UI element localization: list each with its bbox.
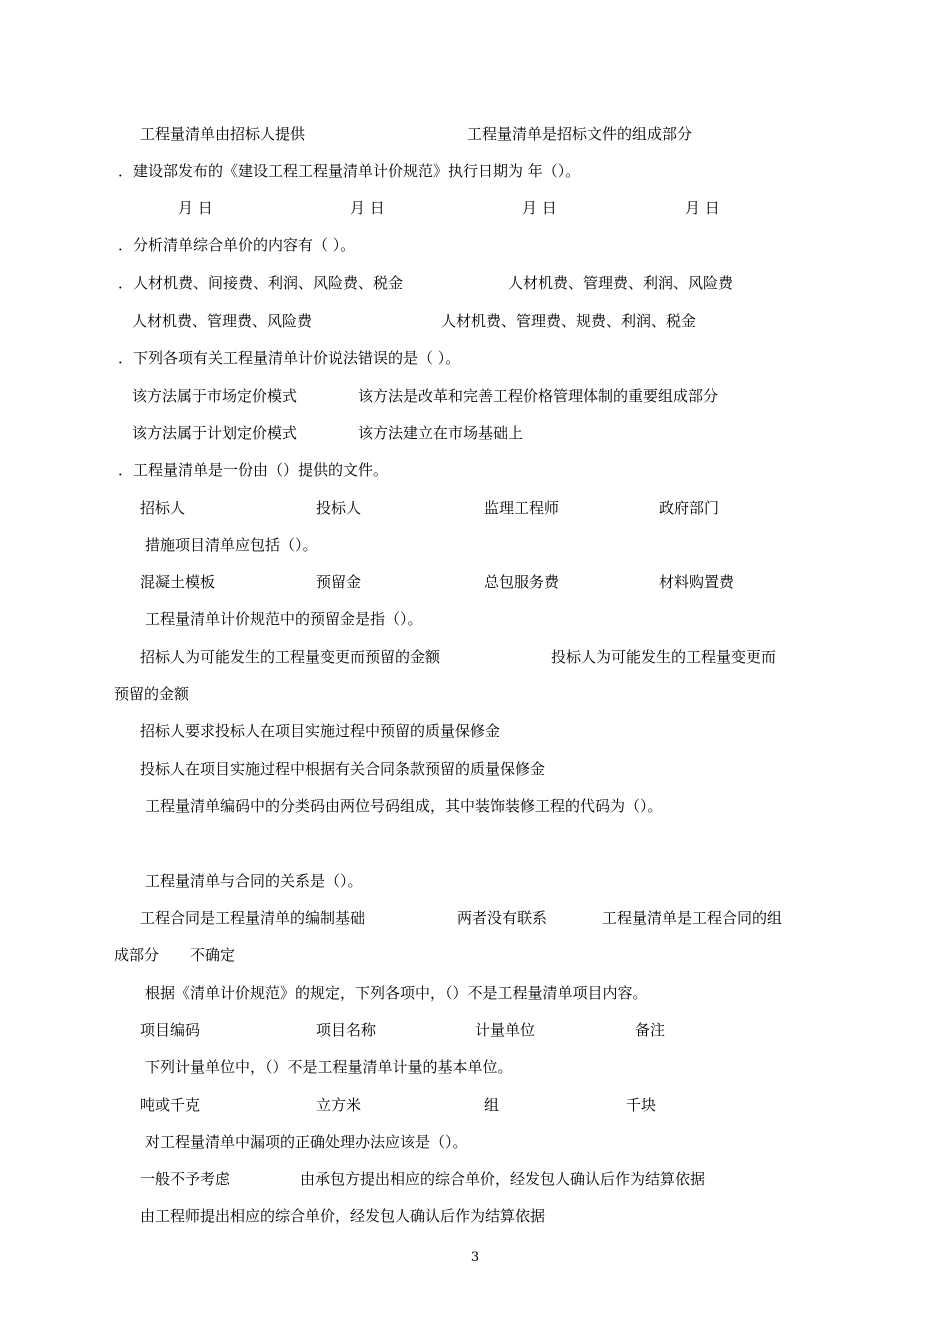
question-text: 工程量清单计价规范中的预留金是指（）。 xyxy=(145,610,423,628)
option-text: ．人材机费、间接费、利润、风险费、税金 xyxy=(118,274,404,292)
option-text: 月 日 xyxy=(522,199,557,217)
option-text: 千块 xyxy=(626,1096,657,1114)
option-text: 该方法建立在市场基础上 xyxy=(358,424,524,442)
question-text: ．分析清单综合单价的内容有（ ）。 xyxy=(118,236,356,254)
option-text: 由工程师提出相应的综合单价，经发包人确认后作为结算依据 xyxy=(140,1207,546,1225)
option-text: 投标人为可能发生的工程量变更而 xyxy=(551,648,777,666)
option-text: 备注 xyxy=(635,1021,666,1039)
question-text: 措施项目清单应包括（）。 xyxy=(145,536,318,554)
option-text: 吨或千克 xyxy=(140,1096,201,1114)
option-text: 两者没有联系 xyxy=(457,909,548,927)
option-text: 工程量清单是招标文件的组成部分 xyxy=(467,125,693,143)
option-text: 项目编码 xyxy=(140,1021,201,1039)
option-text: 一般不予考虑 xyxy=(140,1170,231,1188)
option-text: 投标人在项目实施过程中根据有关合同条款预留的质量保修金 xyxy=(140,760,546,778)
option-text: 组 xyxy=(484,1096,500,1114)
option-text: 材料购置费 xyxy=(659,573,735,591)
question-text: 对工程量清单中漏项的正确处理办法应该是（）。 xyxy=(145,1133,468,1151)
option-text: 政府部门 xyxy=(659,499,720,517)
option-text: 监理工程师 xyxy=(484,499,560,517)
question-text: ．工程量清单是一份由（）提供的文件。 xyxy=(118,461,389,479)
option-text: 招标人 xyxy=(140,499,186,517)
option-text: 月 日 xyxy=(178,199,213,217)
question-text: 根据《清单计价规范》的规定，下列各项中，（）不是工程量清单项目内容。 xyxy=(145,984,648,1002)
option-text: 混凝土模板 xyxy=(140,573,216,591)
option-text: 月 日 xyxy=(350,199,385,217)
option-text: 月 日 xyxy=(685,199,720,217)
option-text: 招标人为可能发生的工程量变更而预留的金额 xyxy=(140,648,441,666)
option-text: 该方法属于计划定价模式 xyxy=(132,424,298,442)
option-text: 预留金 xyxy=(316,573,362,591)
option-text: 由承包方提出相应的综合单价，经发包人确认后作为结算依据 xyxy=(300,1170,706,1188)
option-text: 该方法是改革和完善工程价格管理体制的重要组成部分 xyxy=(358,387,719,405)
page-number: 3 xyxy=(470,1250,480,1265)
option-text: 招标人要求投标人在项目实施过程中预留的质量保修金 xyxy=(140,722,501,740)
option-text: 预留的金额 xyxy=(114,685,190,703)
option-text: 不确定 xyxy=(190,946,236,964)
option-text: 项目名称 xyxy=(316,1021,377,1039)
question-text: ．建设部发布的《建设工程工程量清单计价规范》执行日期为 年（）。 xyxy=(118,162,581,180)
option-text: 成部分 xyxy=(114,946,160,964)
option-text: 工程量清单是工程合同的组 xyxy=(602,909,783,927)
option-text: 投标人 xyxy=(316,499,362,517)
option-text: 人材机费、管理费、风险费 xyxy=(132,312,313,330)
option-text: 工程量清单由招标人提供 xyxy=(140,125,306,143)
option-text: 该方法属于市场定价模式 xyxy=(132,387,298,405)
question-text: 工程量清单与合同的关系是（）。 xyxy=(145,872,363,890)
option-text: 总包服务费 xyxy=(484,573,560,591)
option-text: 工程合同是工程量清单的编制基础 xyxy=(140,909,366,927)
option-text: 人材机费、管理费、利润、风险费 xyxy=(508,274,734,292)
option-text: 立方米 xyxy=(316,1096,362,1114)
option-text: 人材机费、管理费、规费、利润、税金 xyxy=(441,312,697,330)
option-text: 计量单位 xyxy=(475,1021,536,1039)
question-text: 工程量清单编码中的分类码由两位号码组成，其中装饰装修工程的代码为（）。 xyxy=(145,797,663,815)
question-text: ．下列各项有关工程量清单计价说法错误的是（ ）。 xyxy=(118,349,461,367)
question-text: 下列计量单位中，（）不是工程量清单计量的基本单位。 xyxy=(145,1058,513,1076)
